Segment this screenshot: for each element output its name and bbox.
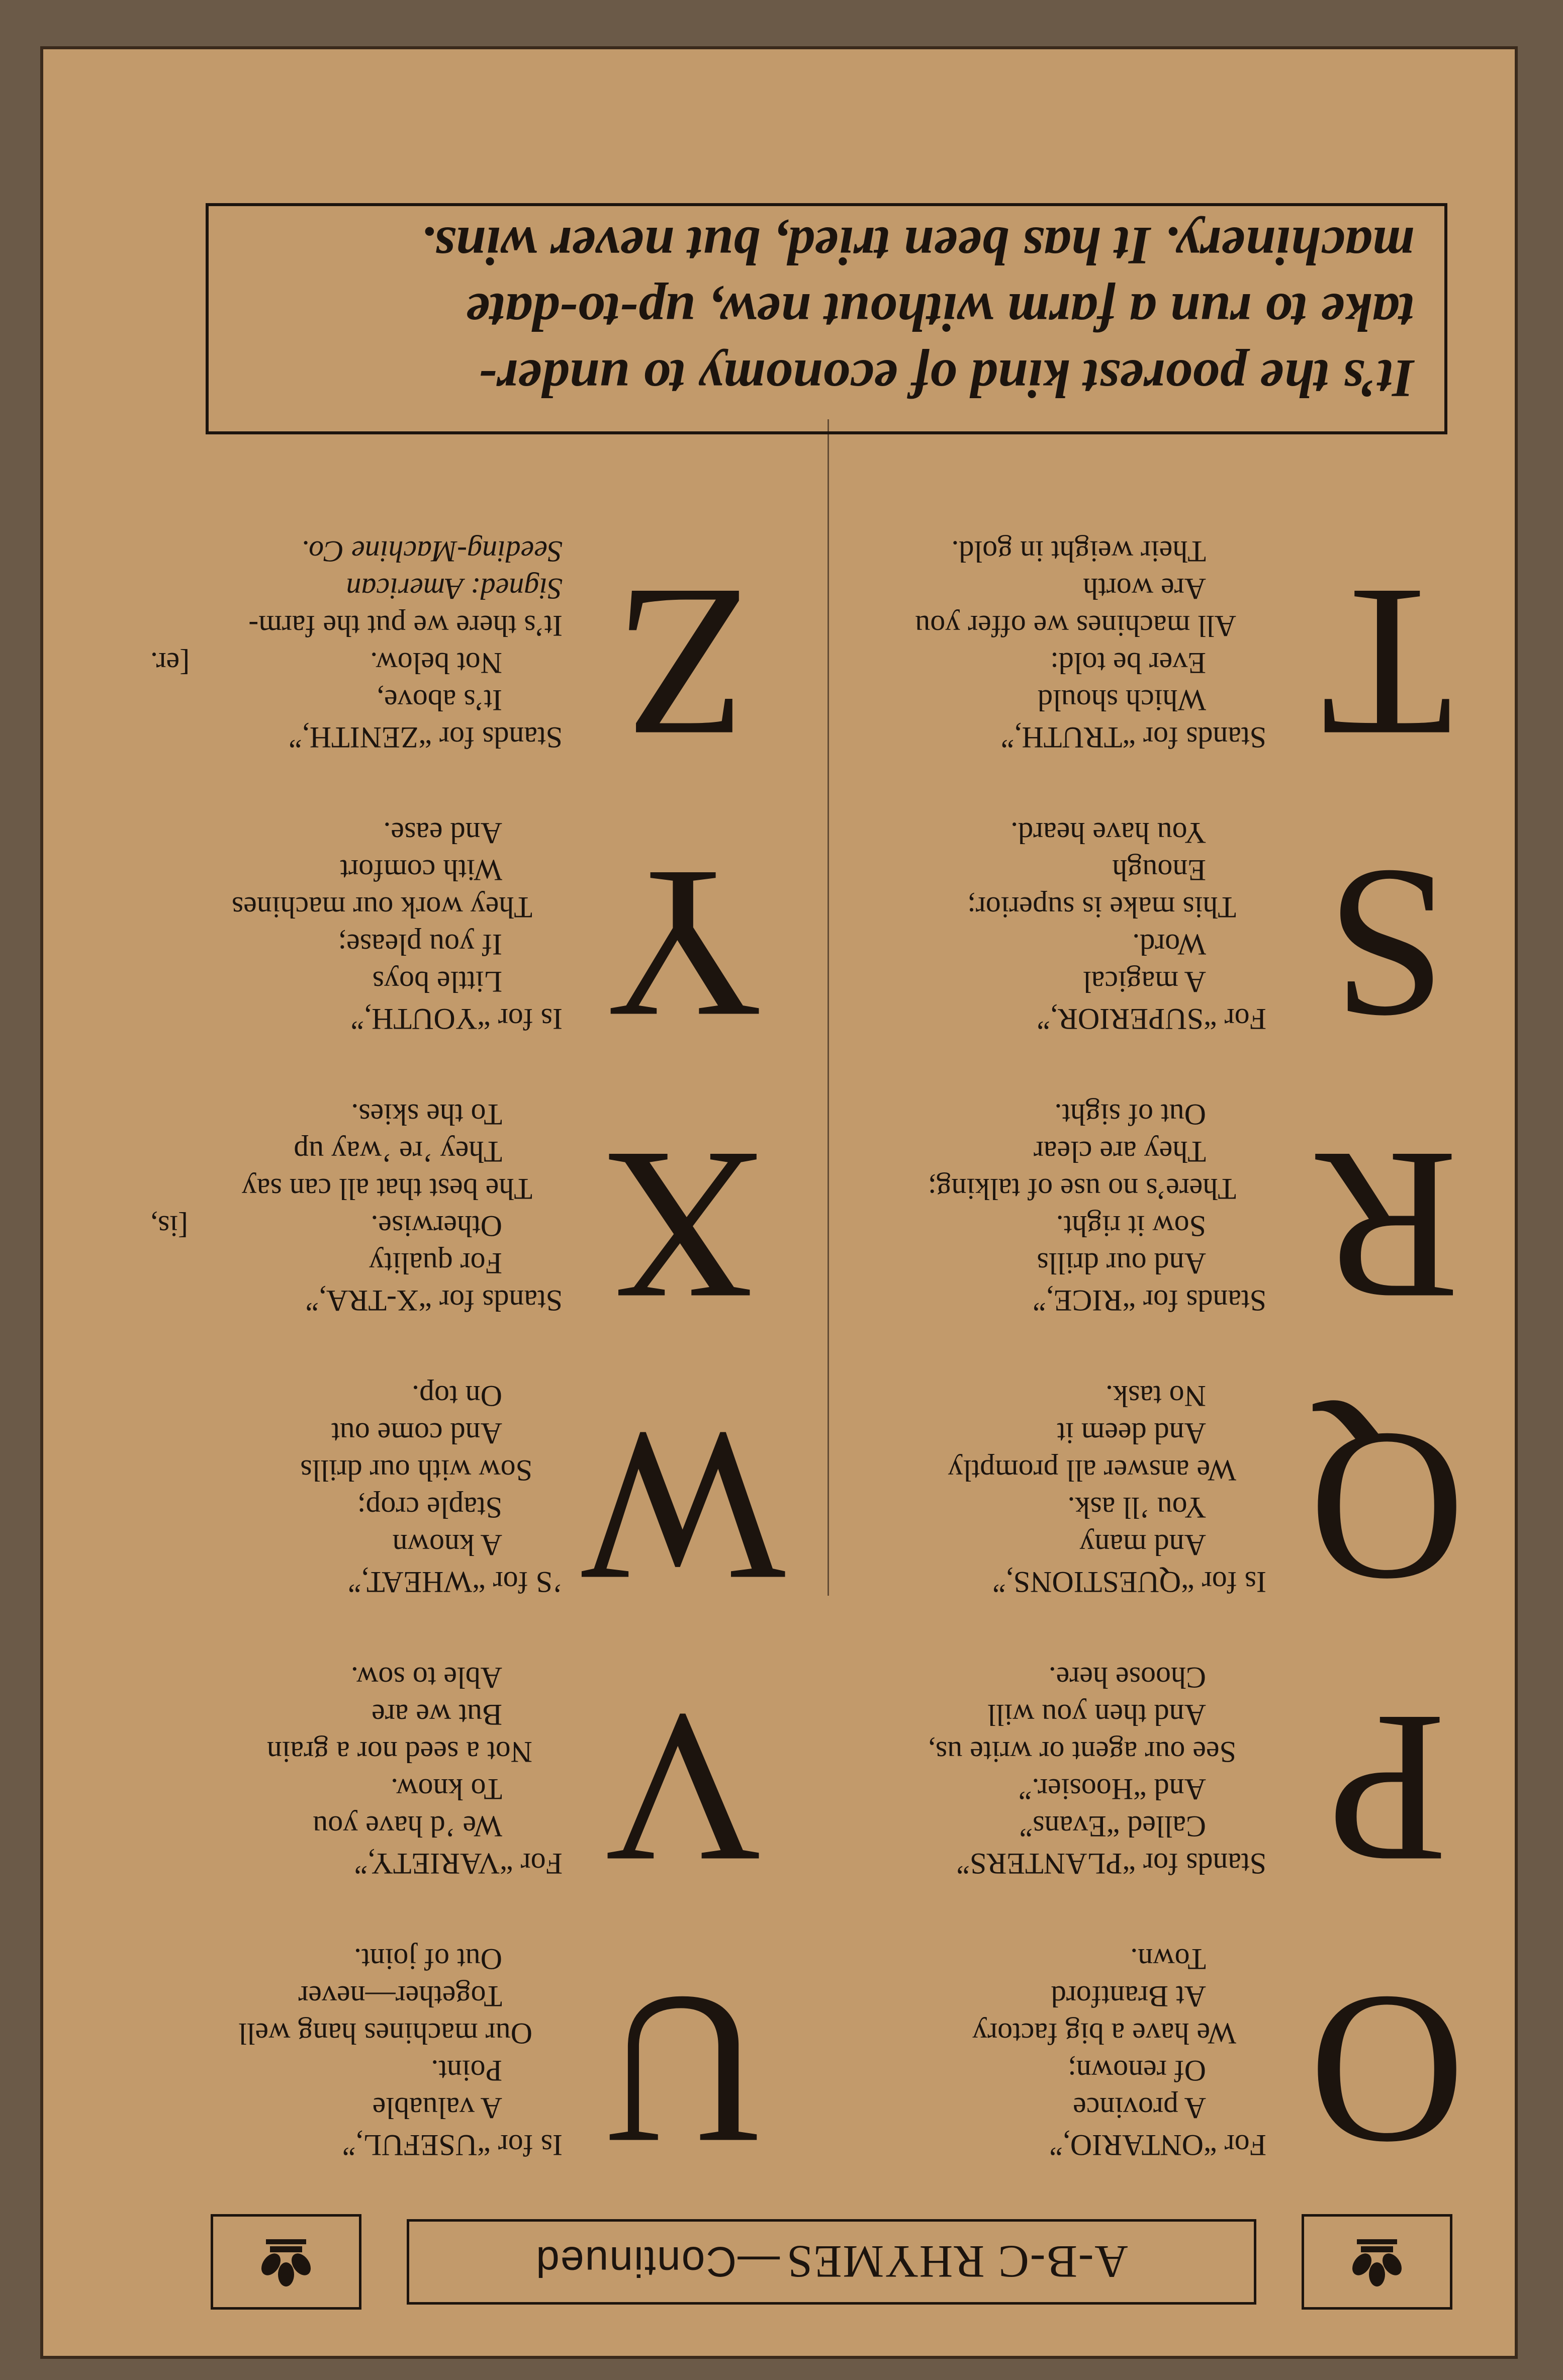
verse-line: Enough [1112, 854, 1206, 887]
rhyme-verse [854, 1096, 1266, 1319]
verse-line: At Brantford [1051, 1980, 1206, 2013]
big-letter: T [1321, 543, 1453, 783]
rhyme-verse [150, 1096, 563, 1319]
verse-line: And “Hoosier.” [1018, 1773, 1206, 1806]
verse-line: Choose here. [1048, 1661, 1206, 1694]
verse-line: If you please; [338, 928, 502, 961]
column-divider [828, 419, 829, 1596]
verse-line: Sow with our drills [300, 1454, 532, 1487]
rhyme-verse [854, 1659, 1266, 1882]
verse-line: A magical [1083, 965, 1206, 998]
big-letter: W [581, 1388, 785, 1627]
verse-line: ’S for “WHEAT,” [347, 1566, 563, 1599]
ornament-icon [256, 2234, 316, 2290]
verse-line: A valuable [372, 2091, 502, 2125]
verse-line: For quality [369, 1247, 502, 1280]
verse-line: Are worth [1083, 572, 1206, 605]
verse-line: You ’ll ask. [1067, 1491, 1206, 1524]
emblem-box-left [1302, 2214, 1452, 2310]
header [211, 2214, 1452, 2310]
verse-line: For “VARIETY,” [354, 1847, 563, 1880]
verse-line: The best that all can say [241, 1172, 532, 1206]
big-letter: P [1327, 1670, 1447, 1909]
verse-line: This make is superior; [967, 891, 1236, 924]
big-letter: S [1327, 825, 1447, 1064]
verse-line: You have heard. [1010, 816, 1206, 850]
page-subtitle: —Continued [535, 2238, 780, 2286]
motto-line: machinery. It has been tried, but never wins. [420, 216, 1414, 276]
verse-line: Is for “YOUTH,” [350, 1002, 563, 1036]
verse-line: And come out [331, 1417, 502, 1450]
verse-line: But we are [372, 1698, 502, 1731]
verse-line: Not below. [370, 647, 502, 680]
ornament-icon [1347, 2234, 1407, 2290]
verse-line: Stands for “TRUTH,” [1000, 721, 1266, 754]
verse-line: Together—never [298, 1980, 502, 2013]
big-letter: O [1309, 1951, 1465, 2190]
verse-line: For “ONTARIO,” [1049, 2129, 1266, 2162]
verse-line: Town. [1130, 1943, 1206, 1976]
verse-line: Sow it right. [1056, 1210, 1206, 1243]
motto-line: It’s the poorest kind of economy to under- [479, 348, 1414, 408]
rhyme-verse [854, 1378, 1266, 1601]
verse-line: It’s there we put the farm- [248, 609, 563, 643]
verse-line: Which should [1038, 684, 1206, 717]
verse-line: To the skies. [351, 1098, 502, 1131]
motto-box [206, 203, 1447, 434]
verse-line: We answer all promptly [948, 1454, 1236, 1487]
verse-line: And ease. [383, 816, 502, 850]
verse-line: Able to sow. [350, 1661, 502, 1694]
verse-line: They ’re ’way up [294, 1135, 502, 1168]
verse-line: Is for “USEFUL,” [342, 2129, 563, 2162]
rhyme-verse [150, 1659, 563, 1882]
verse-line: Called “Evans” [1019, 1810, 1206, 1843]
verse-line: We have a big factory [972, 2017, 1236, 2050]
signature-company: Seeding-Machine Co. [301, 535, 563, 568]
title-box [407, 2219, 1256, 2305]
verse-line: On top. [412, 1380, 502, 1413]
verse-line: A province [1073, 2091, 1206, 2125]
verse-line: No task. [1106, 1380, 1206, 1413]
verse-line: Word. [1132, 928, 1206, 961]
rhyme-verse [150, 533, 563, 756]
verse-line: For “SUPERIOR,” [1037, 1002, 1266, 1036]
motto-line: take to run a farm without new, up-to-date [466, 282, 1414, 342]
big-letter: Q [1309, 1388, 1465, 1627]
verse-line: See our agent or write us, [928, 1735, 1236, 1769]
verse-line: With comfort [340, 854, 502, 887]
verse-line: Our machines hang well [238, 2017, 532, 2050]
verse-line: A known [392, 1528, 502, 1562]
verse-line: Is for “QUESTIONS,” [992, 1566, 1266, 1599]
verse-line: Out of joint. [354, 1943, 502, 1976]
big-letter: X [605, 1107, 762, 1346]
rhyme-verse [854, 814, 1266, 1038]
verse-line: Little boys [372, 965, 502, 998]
verse-line: All machines we offer you [915, 609, 1236, 643]
verse-line: Ever be told: [1050, 647, 1206, 680]
big-letter: V [605, 1670, 762, 1909]
bracket-note: [is, [150, 1210, 188, 1243]
verse-line: Stands for “PLANTERS” [956, 1847, 1266, 1880]
big-letter: R [1315, 1107, 1459, 1346]
verse-line: Stands for “RICE,” [1033, 1284, 1266, 1317]
verse-line: We ’d have you [313, 1810, 502, 1843]
verse-line: Of renown; [1068, 2054, 1206, 2087]
signature-line: Signed: American [346, 572, 563, 605]
verse-line: Point. [431, 2054, 502, 2087]
rhyme-verse [150, 1378, 563, 1601]
big-letter: U [605, 1951, 762, 2190]
page-title: A-B-C RHYMES [786, 2236, 1128, 2287]
verse-line: And many [1079, 1528, 1206, 1562]
rhyme-verse [854, 533, 1266, 756]
verse-line: It’s above, [377, 684, 502, 717]
verse-line: Staple crop; [357, 1491, 502, 1524]
verse-line: There’s no use of talking; [928, 1172, 1236, 1206]
verse-line: Stands for “X-TRA,” [305, 1284, 563, 1317]
verse-line: Their weight in gold. [951, 535, 1206, 568]
bracket-note: [er. [150, 647, 190, 680]
verse-line: They are clear [1033, 1135, 1206, 1168]
verse-line: To know. [391, 1773, 502, 1806]
big-letter: Z [617, 543, 750, 783]
verse-line: They work our machines [231, 891, 532, 924]
verse-line: Stands for “ZENITH,” [289, 721, 563, 754]
emblem-box-right [211, 2214, 361, 2310]
verse-line: And deem it [1057, 1417, 1206, 1450]
verse-line: And then you will [987, 1698, 1206, 1731]
rhyme-verse [854, 1941, 1266, 2164]
rhyme-verse [150, 814, 563, 1038]
verse-line: Not a seed nor a grain [266, 1735, 532, 1769]
big-letter: Y [605, 825, 762, 1064]
verse-line: And our drills [1037, 1247, 1206, 1280]
verse-line: Otherwise. [371, 1210, 502, 1243]
verse-line: Out of sight. [1054, 1098, 1206, 1131]
rhyme-verse [150, 1941, 563, 2164]
